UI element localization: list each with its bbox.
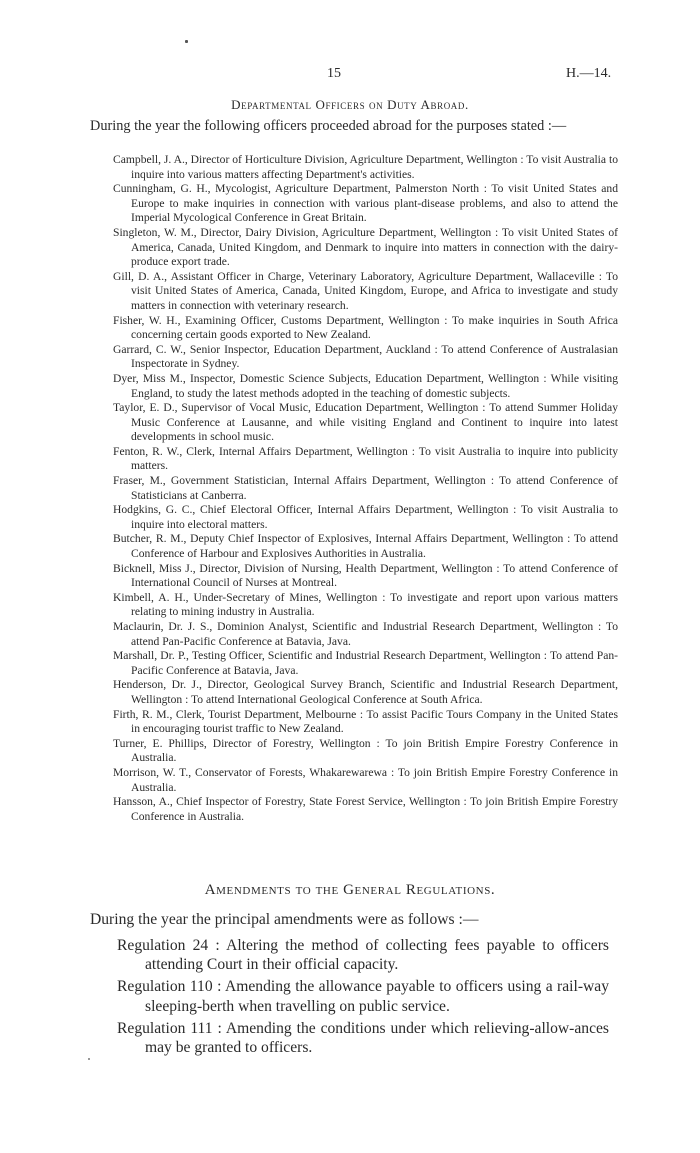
officer-entry: Singleton, W. M., Director, Dairy Division, Agriculture Department, Wellington : To visit United States of America, Canada, United Kingdom, and Denmark to inquire into matters in connection with the dairy-produce export trade. <box>113 225 618 269</box>
officer-entry: Fenton, R. W., Clerk, Internal Affairs Department, Wellington : To visit Australia to inquire into publicity matters. <box>113 444 618 473</box>
document-reference: H.—14. <box>566 66 612 81</box>
section-heading-officers-abroad: Departmental Officers on Duty Abroad. <box>231 97 469 112</box>
officer-entry: Fraser, M., Government Statistician, Internal Affairs Department, Wellington : To attend Conference of Statisticians at Canberra. <box>113 474 618 502</box>
officer-entry: Butcher, R. M., Deputy Chief Inspector of Explosives, Internal Affairs Department, Wellington : To attend Conference of Harbour and Explosives Authorities in Australia. <box>113 532 618 561</box>
amendment-item: Regulation 111 : Amending the conditions under which relieving-allow-ances may be granted to officers. <box>117 1019 609 1057</box>
officer-entry: Fisher, W. H., Examining Officer, Customs Department, Wellington : To make inquiries in South Africa concerning certain goods exported to New Zealand. <box>113 313 618 342</box>
officer-entry: Cunningham, G. H., Mycologist, Agriculture Department, Palmerston North : To visit United States and Europe to make inquiries in connection with various plant-disease problems, and also to attend the Imperial Mycological Conference in Great Britain. <box>113 182 618 225</box>
officer-entry: Henderson, Dr. J., Director, Geological Survey Branch, Scientific and Industrial Research Department, Wellington : To attend International Geological Conference at South Africa. <box>113 678 618 706</box>
officer-entry: Maclaurin, Dr. J. S., Dominion Analyst, Scientific and Industrial Research Department, Wellington : To attend Pan-Pacific Conference at Batavia, Java. <box>113 620 618 648</box>
officer-entry: Campbell, J. A., Director of Horticulture Division, Agriculture Department, Wellington : To visit Australia to inquire into various matters affecting Department's activities. <box>113 153 618 181</box>
amendment-item: Regulation 24 : Altering the method of collecting fees payable to officers attending Court in their official capacity. <box>117 937 609 974</box>
page-number: 15 <box>327 66 341 81</box>
officer-entry: Garrard, C. W., Senior Inspector, Education Department, Auckland : To attend Conference of Australasian Inspectorate in Sydney. <box>113 342 618 371</box>
officer-entry: Firth, R. M., Clerk, Tourist Department, Melbourne : To assist Pacific Tours Company in the United States in encouraging tourist traffic to New Zealand. <box>113 707 618 736</box>
amendment-item: Regulation 110 : Amending the allowance payable to officers using a rail-way sleeping-berth when travelling on public service. <box>117 978 609 1015</box>
officer-entry: Turner, E. Phillips, Director of Forestry, Wellington : To join British Empire Forestry Conference in Australia. <box>113 736 618 765</box>
section-intro-amendments: During the year the principal amendments were as follows :— <box>90 911 479 928</box>
officer-entry: Taylor, E. D., Supervisor of Vocal Music, Education Department, Wellington : To attend Summer Holiday Music Conference at Lausanne, and while visiting England and Continent to inquire into latest developments in school music. <box>113 401 618 444</box>
officer-entry: Hodgkins, G. C., Chief Electoral Officer, Internal Affairs Department, Wellington : To visit Australia to inquire into electoral matters. <box>113 503 618 531</box>
section-intro-officers: During the year the following officers proceeded abroad for the purposes stated :— <box>90 118 567 134</box>
officer-entry: Gill, D. A., Assistant Officer in Charge, Veterinary Laboratory, Agriculture Department, Wallaceville : To visit United States of America, Canada, United Kingdom, Europe, and Africa to investigate and study matters in connection with veterinary research. <box>113 269 618 312</box>
officer-entry: Dyer, Miss M., Inspector, Domestic Science Subjects, Education Department, Wellington : While visiting England, to study the latest methods adopted in the teaching of domestic subjects. <box>113 371 618 400</box>
scan-speck <box>185 40 188 43</box>
officer-entry: Kimbell, A. H., Under-Secretary of Mines, Wellington : To investigate and report upon various matters relating to mining industry in Australia. <box>113 590 618 619</box>
officer-entry: Morrison, W. T., Conservator of Forests, Whakarewarewa : To join British Empire Forestry Conference in Australia. <box>113 765 618 794</box>
officer-entry: Hansson, A., Chief Inspector of Forestry, State Forest Service, Wellington : To join British Empire Forestry Conference in Australia. <box>113 795 618 823</box>
officer-entry: Bicknell, Miss J., Director, Division of Nursing, Health Department, Wellington : To attend Conference of International Council of Nurses at Montreal. <box>113 561 618 590</box>
officer-entry: Marshall, Dr. P., Testing Officer, Scientific and Industrial Research Department, Wellington : To attend Pan-Pacific Conference at Batavia, Java. <box>113 649 618 677</box>
amendment-list <box>117 936 609 1060</box>
officer-list <box>113 153 618 824</box>
scan-speck <box>88 1058 90 1060</box>
section-heading-amendments: Amendments to the General Regulations. <box>204 882 496 898</box>
